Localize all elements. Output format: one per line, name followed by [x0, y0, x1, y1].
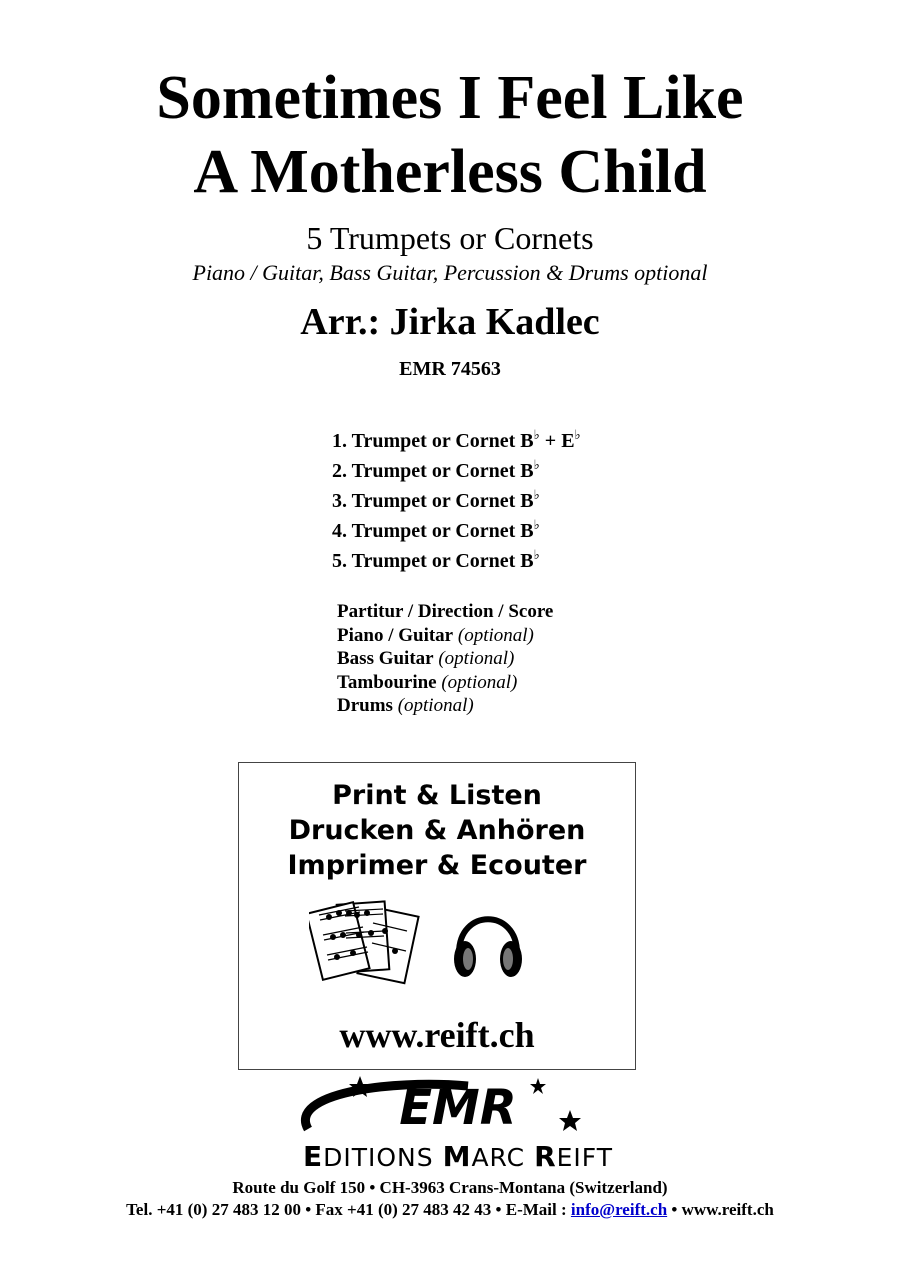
- part-5: 5. Trumpet or Cornet B♭: [332, 547, 540, 572]
- part-3: 3. Trumpet or Cornet B♭: [332, 487, 540, 512]
- title-line-1: Sometimes I Feel Like: [156, 64, 744, 132]
- parts-list: [332, 420, 581, 570]
- print-listen-box: [238, 762, 636, 1070]
- footer-address: Route du Golf 150 • CH-3963 Crans-Montana (Switzerland): [232, 1178, 668, 1197]
- arranger: Arr.: Jirka Kadlec: [300, 301, 600, 343]
- subtitle: 5 Trumpets or Cornets: [306, 220, 594, 256]
- promo-line-3: Imprimer & Ecouter: [287, 850, 587, 881]
- catalog-number: EMR 74563: [399, 358, 501, 380]
- extra-tambourine: Tambourine (optional): [337, 671, 518, 693]
- optional-instruments: Piano / Guitar, Bass Guitar, Percussion & Drums optional: [192, 260, 708, 285]
- logo-caption: EDITIONS MARC REIFT: [302, 1140, 614, 1173]
- sheet-music-icon: [309, 901, 419, 983]
- extra-piano: Piano / Guitar (optional): [337, 624, 534, 646]
- extra-bass: Bass Guitar (optional): [337, 648, 515, 669]
- title-line-2: A Motherless Child: [193, 138, 707, 206]
- promo-line-2: Drucken & Anhören: [288, 815, 586, 846]
- extra-score: Partitur / Direction / Score: [337, 601, 554, 622]
- logo-mark: EMR: [399, 1080, 517, 1136]
- footer-contact: Tel. +41 (0) 27 483 12 00 • Fax +41 (0) 27 483 42 43 • E-Mail : info@reift.ch • www.reift.ch: [126, 1200, 774, 1219]
- headphones-icon: [454, 919, 522, 977]
- part-4: 4. Trumpet or Cornet B♭: [332, 517, 540, 542]
- promo-line-1: Print & Listen: [332, 780, 542, 811]
- extra-drums: Drums (optional): [337, 695, 474, 716]
- extras-list: [337, 600, 553, 718]
- promo-url[interactable]: www.reift.ch: [339, 1015, 535, 1055]
- promo-artwork: [309, 893, 559, 993]
- part-1: 1. Trumpet or Cornet B♭ + E♭: [332, 427, 581, 452]
- email-link[interactable]: info@reift.ch: [570, 1200, 668, 1219]
- part-2: 2. Trumpet or Cornet B♭: [332, 457, 540, 482]
